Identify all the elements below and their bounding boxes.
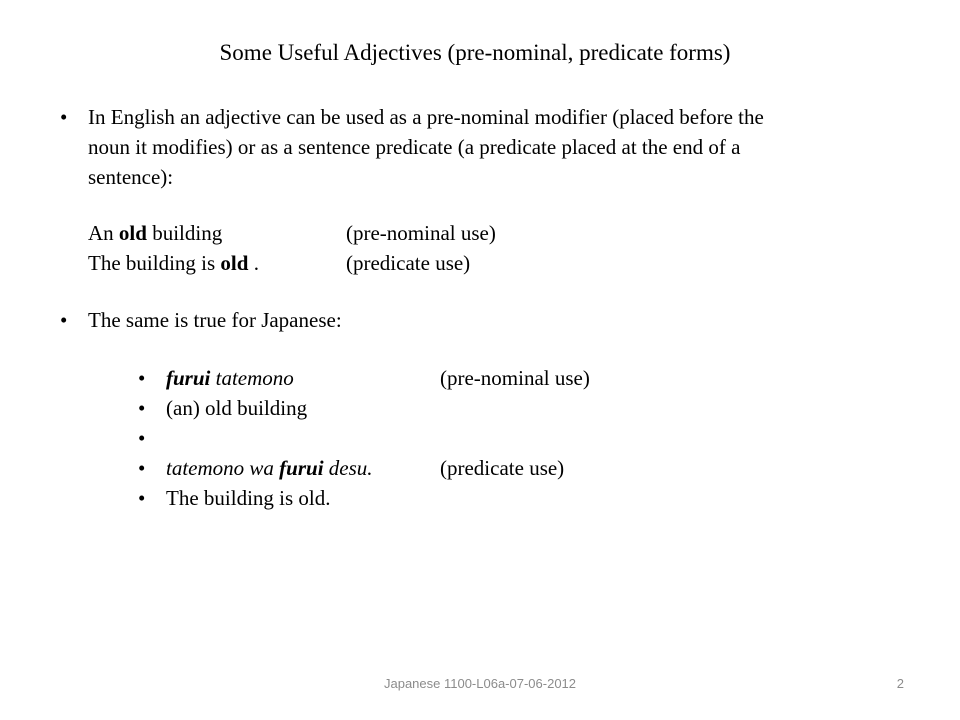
sub-bullet-marker: • [138,426,146,450]
sub-bullet-marker: • [138,396,146,420]
japanese-item-2: (an) old building [166,396,308,420]
intro-line-2: noun it modifies) or as a sentence predicate (a predicate placed at the end of a [88,135,741,159]
english-example-2: The building is old . [88,251,259,275]
example-adjective: old [118,221,147,245]
intro-line-1: In English an adjective can be used as a pre-nominal modifier (placed before the [88,105,764,129]
sub-bullet-marker: • [138,486,146,510]
english-example-1-note: (pre-nominal use) [346,221,496,245]
slide-title: Some Useful Adjectives (pre-nominal, predicate forms) [219,40,731,65]
slide-footer: Japanese 1100-L06a-07-06-2012 [383,676,577,691]
sub-bullet-marker: • [138,366,146,390]
bullet-marker: • [60,308,68,332]
page-number: 2 [896,676,904,691]
english-example-1: An old building [88,221,223,245]
intro-line-3: sentence): [88,165,174,189]
english-example-2-note: (predicate use) [346,251,471,275]
japanese-item-1: furui tatemono [166,366,294,390]
japanese-item-1-note: (pre-nominal use) [440,366,590,390]
japanese-item-5: The building is old. [166,486,331,510]
sub-bullet-marker: • [138,456,146,480]
bullet-marker: • [60,105,68,129]
japanese-item-4: tatemono wa furui desu. [166,456,373,480]
japanese-item-4-note: (predicate use) [440,456,565,480]
example-adjective: old [220,251,249,275]
japanese-intro: The same is true for Japanese: [88,308,342,332]
